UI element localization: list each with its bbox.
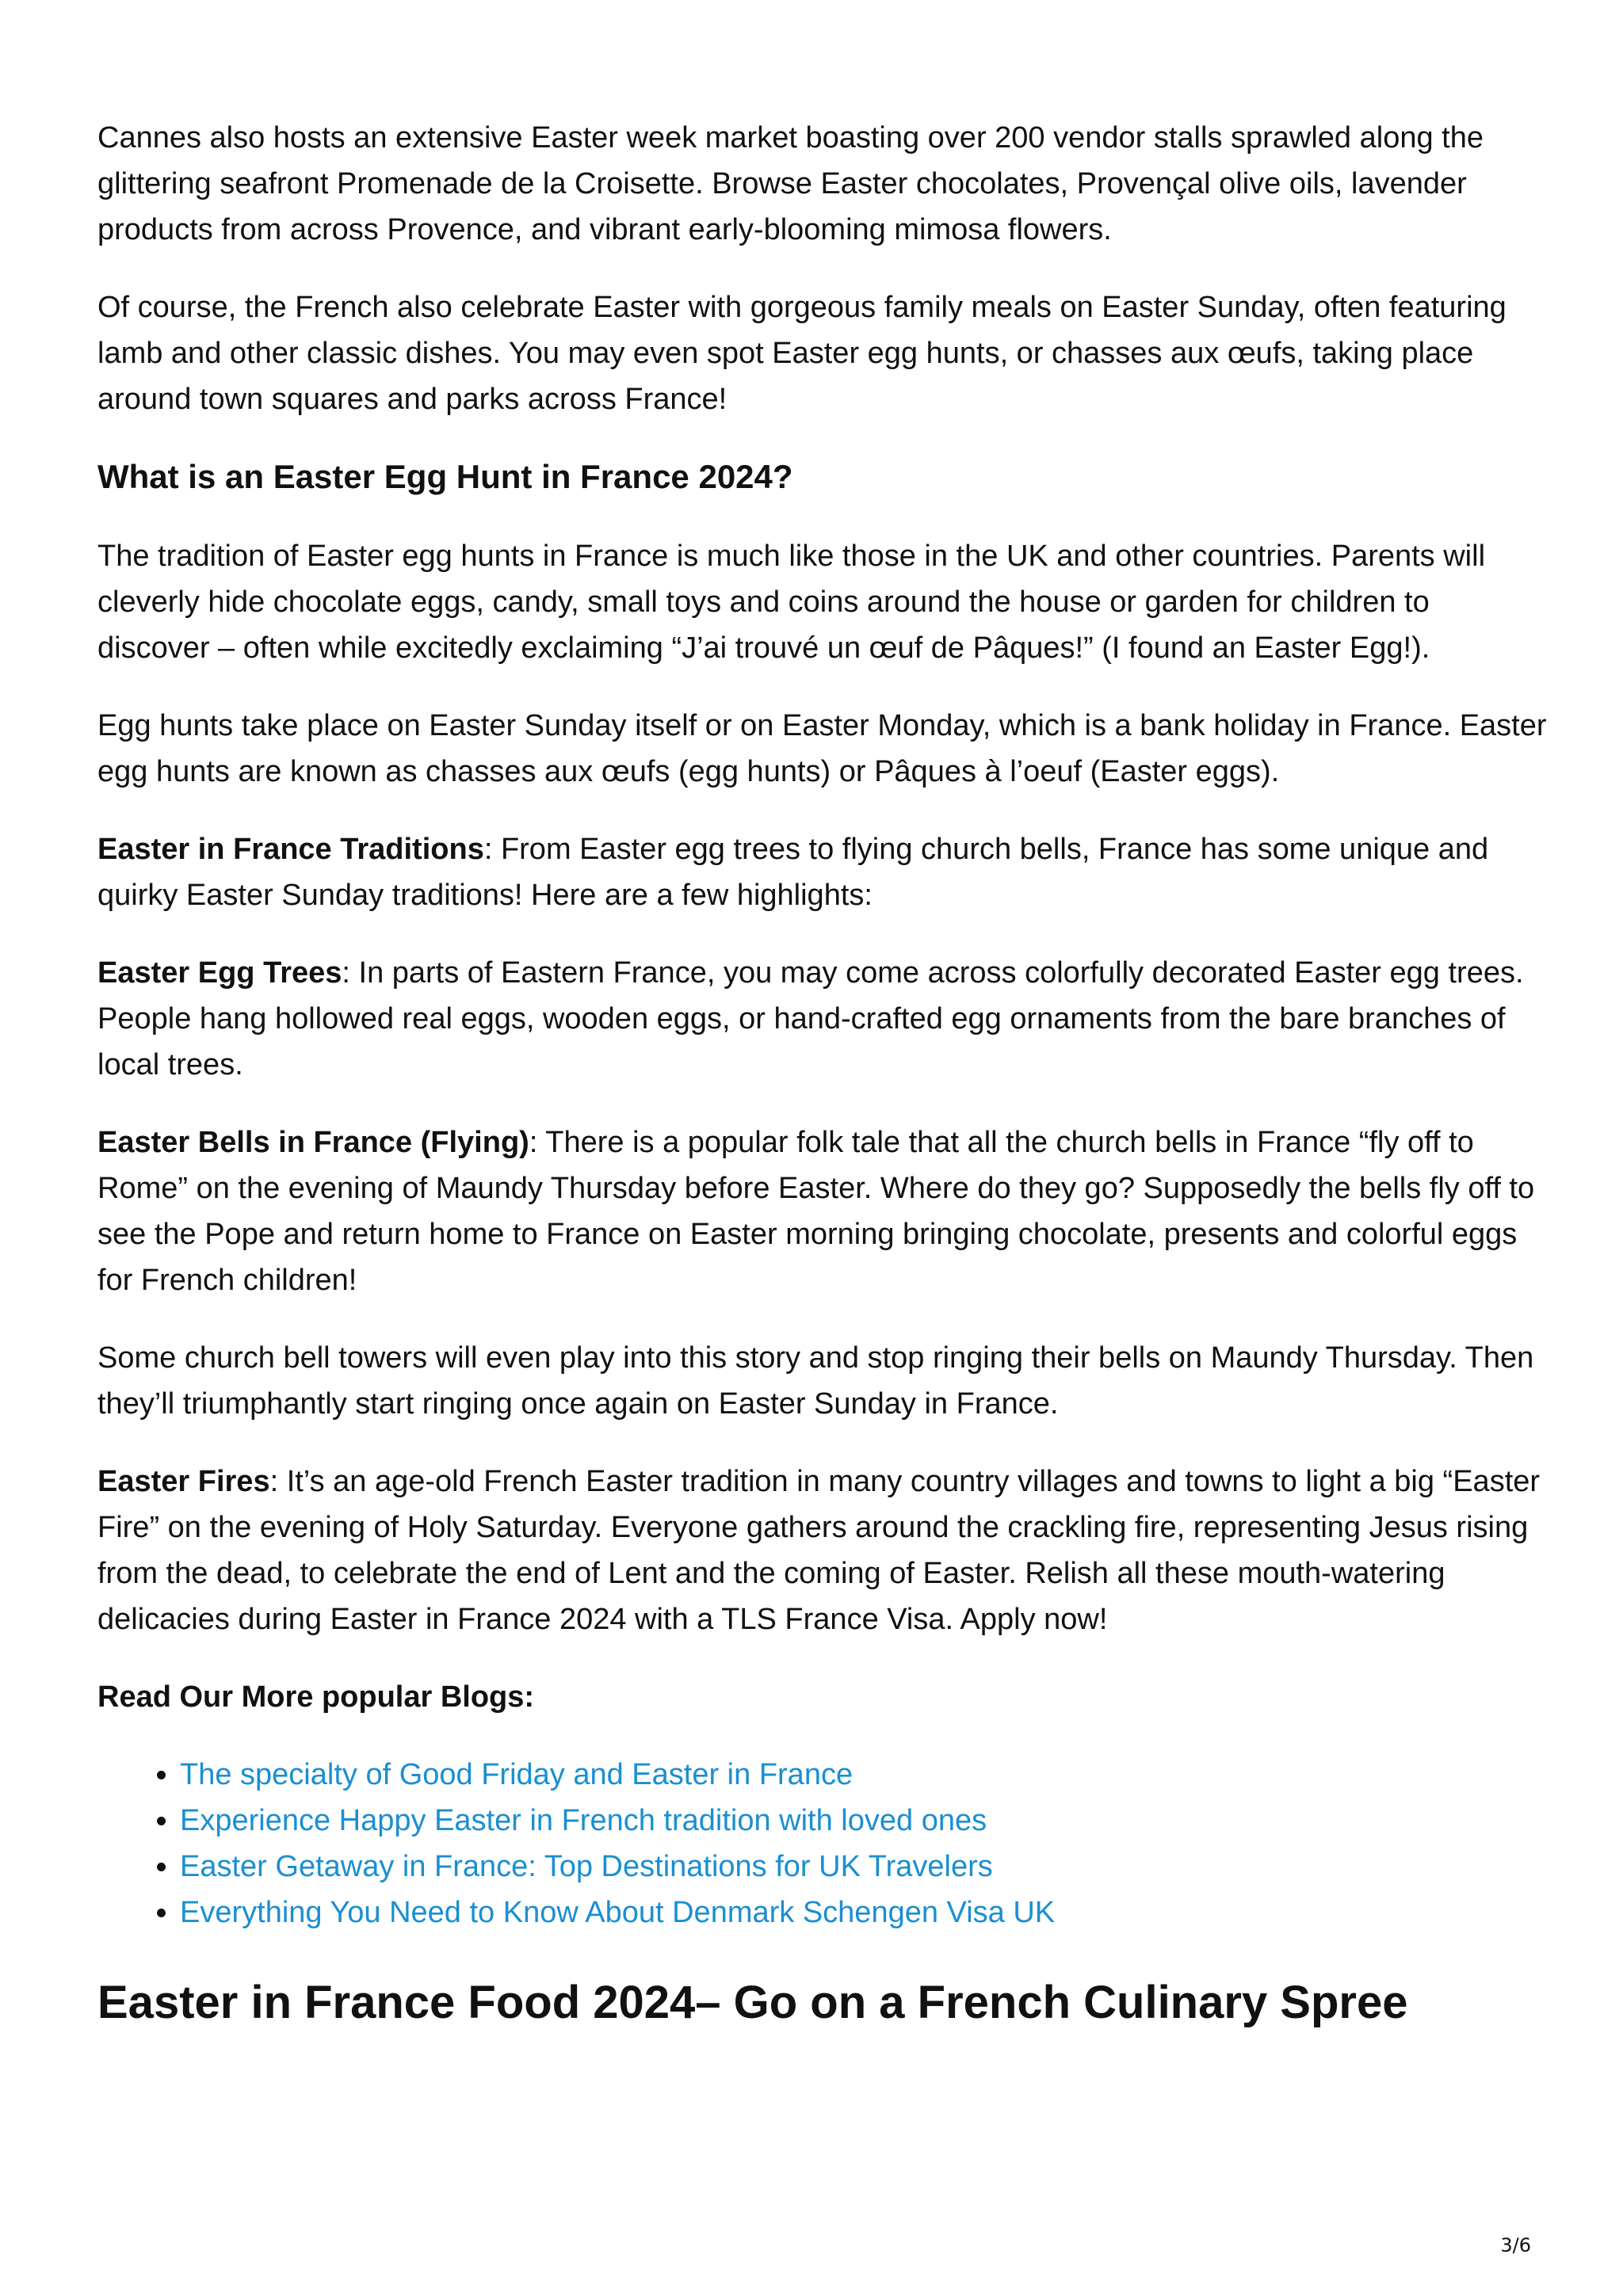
paragraph-egg-hunt-tradition: The tradition of Easter egg hunts in France is much like those in the UK and other countries. Parents will cleverly hide chocolate eggs, candy, small toys and coins around the house or garden for children to discover – often while excitedly exclaiming “J’ai trouvé un œuf de Pâques!” (I found an Easter Egg!).: [97, 540, 1486, 665]
article-body: [97, 115, 1548, 2031]
list-item: [180, 1890, 1548, 1936]
heading-egg-hunt: What is an Easter Egg Hunt in France 2024?: [97, 458, 793, 495]
paragraph-traditions: [97, 826, 1548, 918]
paragraph-bell-towers: Some church bell towers will even play into this story and stop ringing their bells on Maundy Thursday. Then they’ll triumphantly start ringing once again on Easter Sunday in France.: [97, 1341, 1534, 1421]
flying-bells-label: Easter Bells in France (Flying): [97, 1126, 529, 1159]
paragraph-cannes-market: Cannes also hosts an extensive Easter week market boasting over 200 vendor stalls sprawled along the glittering seafront Promenade de la Croisette. Browse Easter chocolates, Provençal olive oils, lavender products from across Provence, and vibrant early-blooming mimosa flowers.: [97, 121, 1484, 246]
list-item: [180, 1752, 1548, 1798]
paragraph-family-meals: Of course, the French also celebrate Easter with gorgeous family meals on Easter Sunday, often featuring lamb and other classic dishes. You may even spot Easter egg hunts, or chasses aux œufs, taking place around town squares and parks across France!: [97, 291, 1507, 416]
list-item: [180, 1844, 1548, 1890]
paragraph-easter-fires: [97, 1459, 1548, 1642]
easter-fires-text: : It’s an age-old French Easter tradition in many country villages and towns to light a big “Easter Fire” on the evening of Holy Saturday. Everyone gathers around the crackling fire, representing Jesus rising from the dead, to celebrate the end of Lent and the coming of Easter. Relish all these mouth-watering delicacies during Easter in France 2024 with a TLS France Visa. Apply now!: [97, 1465, 1541, 1636]
blog-link-good-friday[interactable]: The specialty of Good Friday and Easter in France: [180, 1758, 854, 1791]
blog-link-happy-easter[interactable]: Experience Happy Easter in French tradition with loved ones: [180, 1804, 987, 1837]
blog-link-denmark-schengen[interactable]: Everything You Need to Know About Denmark Schengen Visa UK: [180, 1896, 1056, 1929]
page-number: 3/6: [1500, 2234, 1531, 2256]
traditions-label: Easter in France Traditions: [97, 833, 484, 866]
popular-blogs-list: [97, 1752, 1548, 1936]
egg-trees-label: Easter Egg Trees: [97, 956, 342, 990]
paragraph-flying-bells: [97, 1119, 1548, 1303]
traditions-text: : From Easter egg trees to flying church bells, France has some unique and quirky Easter Sunday traditions! Here are a few highlights:: [97, 833, 1489, 912]
list-item: [180, 1798, 1548, 1844]
paragraph-egg-hunt-days: Egg hunts take place on Easter Sunday itself or on Easter Monday, which is a bank holiday in France. Easter egg hunts are known as chasses aux œufs (egg hunts) or Pâques à l’oeuf (Easter eggs).: [97, 709, 1547, 788]
flying-bells-text: : There is a popular folk tale that all the church bells in France “fly off to Rome” on the evening of Maundy Thursday before Easter. Where do they go? Supposedly the bells fly off to see the Pope and return home to France on Easter morning bringing chocolate, presents and colorful eggs for French children!: [97, 1126, 1535, 1297]
section-heading-food: Easter in France Food 2024– Go on a French Culinary Spree: [97, 1977, 1408, 2028]
egg-trees-text: : In parts of Eastern France, you may come across colorfully decorated Easter egg trees. People hang hollowed real eggs, wooden eggs, or hand-crafted egg ornaments from the bare branches of local trees.: [97, 956, 1524, 1081]
easter-fires-label: Easter Fires: [97, 1465, 270, 1498]
read-more-heading: Read Our More popular Blogs:: [97, 1680, 535, 1714]
blog-link-easter-getaway[interactable]: Easter Getaway in France: Top Destinations for UK Travelers: [180, 1850, 993, 1883]
paragraph-egg-trees: [97, 950, 1548, 1088]
